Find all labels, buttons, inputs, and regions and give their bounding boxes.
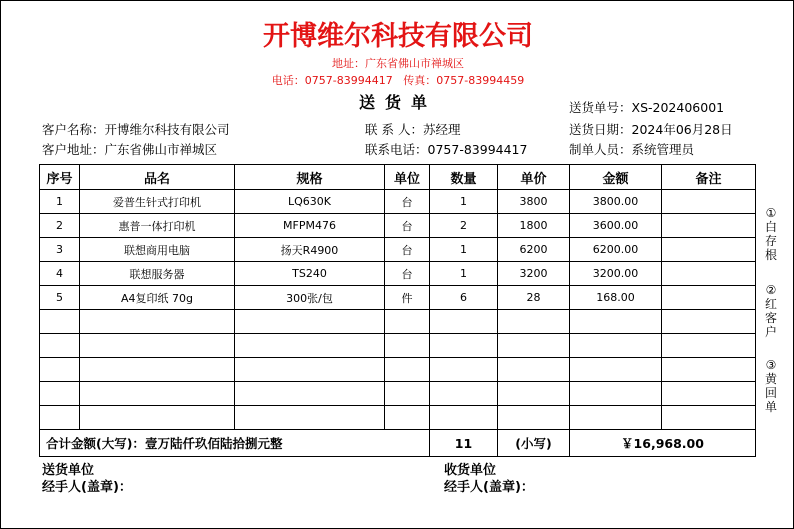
empty-cell [430,382,498,406]
total-quantity: 11 [430,430,498,457]
empty-cell [80,382,235,406]
remarks-cell [662,262,756,286]
sender-unit: 送货单位 [42,463,95,478]
total-words-label: 合计金额(大写)： [46,436,145,451]
company-phone: 电话：0757-83994417 [271,74,393,87]
quantity-cell: 1 [430,262,498,286]
empty-cell [80,334,235,358]
empty-cell [80,406,235,430]
contact-phone [365,142,527,158]
product-spec-cell: 300张/包 [235,286,385,310]
product-name-cell: 联想商用电脑 [80,238,235,262]
customer-name [42,122,230,138]
empty-cell [40,382,80,406]
empty-cell [385,382,430,406]
column-header: 备注 [662,165,756,190]
unit-price-cell: 28 [498,286,570,310]
column-header: 单位 [385,165,430,190]
product-spec-cell: 扬天R4900 [235,238,385,262]
product-name-cell: 惠普一体打印机 [80,214,235,238]
empty-cell [498,358,570,382]
row-number-cell: 2 [40,214,80,238]
empty-cell [40,406,80,430]
empty-cell [40,310,80,334]
quantity-cell: 1 [430,238,498,262]
total-amount-words [40,430,430,457]
amount-cell: 3600.00 [570,214,662,238]
remarks-cell [662,238,756,262]
customer-address-label: 客户地址： [42,142,105,157]
unit-cell: 台 [385,238,430,262]
unit-price-cell: 6200 [498,238,570,262]
empty-table-row [40,358,756,382]
empty-cell [662,406,756,430]
delivery-number [569,100,724,116]
company-contact-line [1,74,794,88]
contact-phone-label: 联系电话： [365,142,428,157]
unit-price-cell: 3200 [498,262,570,286]
amount-cell: 3200.00 [570,262,662,286]
empty-cell [662,382,756,406]
small-amount-label: (小写) [498,430,570,457]
unit-price-cell: 1800 [498,214,570,238]
contact-person-value: 苏经理 [422,122,461,137]
empty-cell [235,334,385,358]
copy-yellow-receipt: ③黄回单 [764,358,777,414]
customer-address [42,142,217,158]
empty-cell [430,310,498,334]
preparer-label: 制单人员： [569,142,632,157]
empty-cell [498,406,570,430]
empty-cell [385,334,430,358]
empty-cell [385,358,430,382]
empty-cell [40,358,80,382]
row-number-cell: 4 [40,262,80,286]
column-header: 品名 [80,165,235,190]
copy-red-customer: ②红客户 [764,283,777,339]
unit-cell: 件 [385,286,430,310]
document-title: 送货单 [358,93,437,112]
empty-cell [498,310,570,334]
quantity-cell: 6 [430,286,498,310]
total-amount-figures: ￥16,968.00 [570,430,756,457]
empty-cell [570,382,662,406]
amount-cell: 6200.00 [570,238,662,262]
unit-cell: 台 [385,190,430,214]
remarks-cell [662,214,756,238]
empty-cell [662,334,756,358]
empty-cell [80,310,235,334]
delivery-date-value: 2024年06月28日 [631,122,733,137]
product-spec-cell: LQ630K [235,190,385,214]
column-header: 序号 [40,165,80,190]
contact-person [365,122,460,138]
empty-cell [430,406,498,430]
column-header: 金额 [570,165,662,190]
table-row [40,238,756,262]
empty-cell [570,358,662,382]
empty-cell [570,310,662,334]
product-name-cell: 联想服务器 [80,262,235,286]
empty-table-row [40,334,756,358]
delivery-number-value: XS-202406001 [631,100,725,115]
delivery-date-label: 送货日期： [569,122,632,137]
quantity-cell: 2 [430,214,498,238]
table-header-row [40,165,756,190]
empty-cell [430,334,498,358]
empty-cell [235,406,385,430]
total-row [40,430,756,457]
customer-name-label: 客户名称： [42,122,105,137]
unit-cell: 台 [385,262,430,286]
empty-cell [385,406,430,430]
empty-cell [570,334,662,358]
sender-handler: 经手人(盖章)： [42,480,132,495]
empty-cell [662,310,756,334]
product-name-cell: A4复印纸 70g [80,286,235,310]
customer-name-value: 开博维尔科技有限公司 [104,122,230,137]
quantity-cell: 1 [430,190,498,214]
amount-cell: 3800.00 [570,190,662,214]
receiver-unit: 收货单位 [444,463,497,478]
empty-cell [498,334,570,358]
empty-cell [235,382,385,406]
empty-table-row [40,382,756,406]
column-header: 规格 [235,165,385,190]
empty-cell [430,358,498,382]
empty-table-row [40,406,756,430]
remarks-cell [662,286,756,310]
product-spec-cell: TS240 [235,262,385,286]
empty-cell [498,382,570,406]
product-name-cell: 爱普生针式打印机 [80,190,235,214]
company-fax: 传真：0757-83994459 [403,74,525,87]
table-row [40,214,756,238]
delivery-number-label: 送货单号： [569,100,632,115]
empty-cell [235,310,385,334]
company-address: 地址：广东省佛山市禅城区 [332,57,464,70]
table-row [40,262,756,286]
preparer [569,142,694,158]
customer-address-value: 广东省佛山市禅城区 [104,142,218,157]
table-row [40,286,756,310]
empty-cell [80,358,235,382]
contact-phone-value: 0757-83994417 [427,142,528,157]
column-header: 单价 [498,165,570,190]
product-spec-cell: MFPM476 [235,214,385,238]
remarks-cell [662,190,756,214]
total-words-value: 壹万陆仟玖佰陆拾捌元整 [144,436,283,451]
company-name: 开博维尔科技有限公司 [263,21,533,52]
empty-cell [662,358,756,382]
row-number-cell: 1 [40,190,80,214]
amount-cell: 168.00 [570,286,662,310]
unit-price-cell: 3800 [498,190,570,214]
empty-cell [40,334,80,358]
column-header: 数量 [430,165,498,190]
empty-table-row [40,310,756,334]
empty-cell [570,406,662,430]
preparer-value: 系统管理员 [631,142,695,157]
row-number-cell: 5 [40,286,80,310]
copy-white-stub: ①白存根 [764,206,777,262]
items-table-body [40,190,756,430]
table-row [40,190,756,214]
unit-cell: 台 [385,214,430,238]
items-table [39,164,756,457]
empty-cell [235,358,385,382]
empty-cell [385,310,430,334]
receiver-handler: 经手人(盖章)： [444,480,534,495]
row-number-cell: 3 [40,238,80,262]
contact-person-label: 联 系 人： [365,122,423,137]
delivery-date [569,122,733,138]
